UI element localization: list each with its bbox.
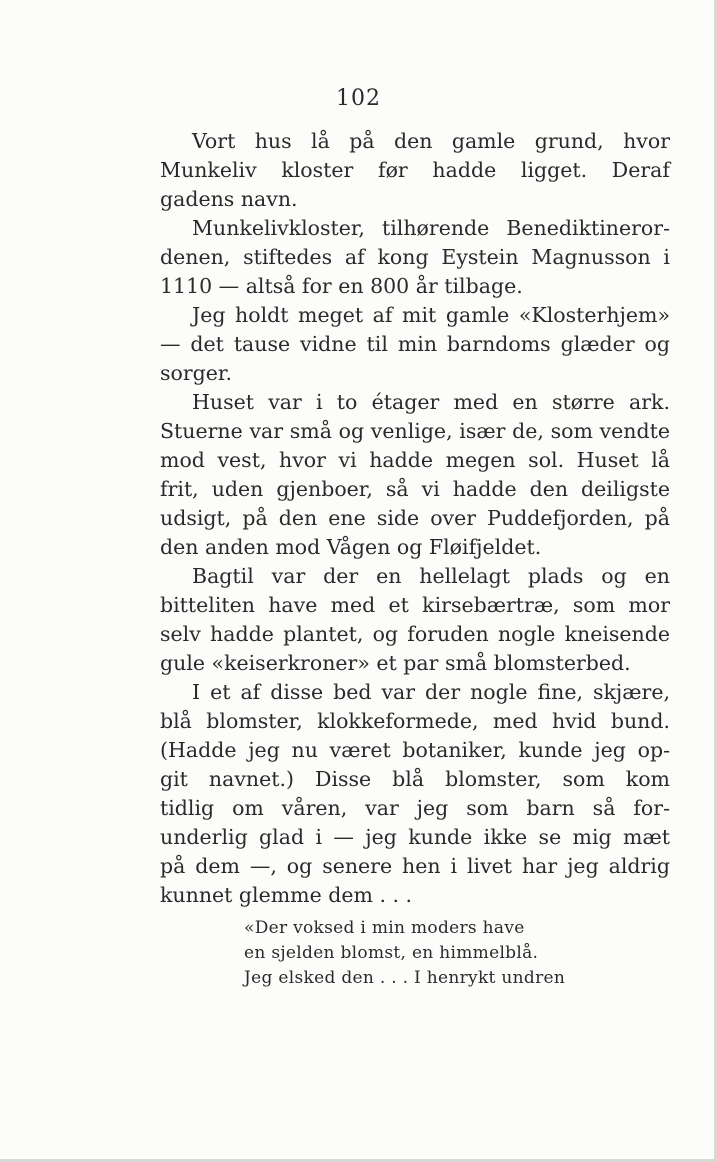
text-line: Munkeliv kloster før hadde ligget. Deraf — [160, 158, 670, 182]
page-number: 102 — [336, 86, 381, 111]
text-line: bitteliten have med et kirsebærtræ, som mor — [160, 593, 670, 617]
text-line: gadens navn. — [160, 187, 298, 211]
text-line: — det tause vidne til min barndoms glæder og — [160, 332, 670, 356]
text-line: på dem —, og senere hen i livet har jeg aldrig — [160, 854, 670, 878]
verse-quote — [244, 916, 624, 991]
text-line: Huset var i to étager med en større ark. — [192, 390, 670, 414]
text-line: Stuerne var små og venlige, især de, som vendte — [160, 419, 670, 443]
verse-line: en sjelden blomst, en himmelblå. — [244, 943, 539, 963]
text-line: git navnet.) Disse blå blomster, som kom — [160, 767, 670, 791]
text-line: sorger. — [160, 361, 232, 385]
text-line: udsigt, på den ene side over Puddefjorden, på — [160, 506, 670, 530]
text-line: Jeg holdt meget af mit gamle «Klosterhjem» — [192, 303, 670, 327]
verse-line: Jeg elsked den . . . I henrykt undren — [244, 968, 566, 988]
text-line: I et af disse bed var der nogle fine, skjære, — [192, 680, 670, 704]
text-line: selv hadde plantet, og foruden nogle kneisende — [160, 622, 670, 646]
text-line: den anden mod Vågen og Fløifjeldet. — [160, 535, 542, 559]
text-line: blå blomster, klokkeformede, med hvid bund. — [160, 709, 670, 733]
text-line: tidlig om våren, var jeg som barn så for- — [160, 796, 670, 820]
text-line: (Hadde jeg nu været botaniker, kunde jeg op- — [160, 738, 670, 762]
text-line: denen, stiftedes af kong Eystein Magnusson i — [160, 245, 670, 269]
body-text — [160, 127, 670, 910]
text-line: 1110 — altså for en 800 år tilbage. — [160, 274, 523, 298]
text-line: frit, uden gjenboer, så vi hadde den deiligste — [160, 477, 670, 501]
text-line: Bagtil var der en hellelagt plads og en — [192, 564, 670, 588]
text-line: kunnet glemme dem . . . — [160, 883, 413, 907]
text-line: gule «keiserkroner» et par små blomsterbed. — [160, 651, 631, 675]
text-line: Vort hus lå på den gamle grund, hvor — [192, 129, 670, 153]
text-line: mod vest, hvor vi hadde megen sol. Huset lå — [160, 448, 670, 472]
verse-line: «Der voksed i min moders have — [244, 918, 525, 938]
text-line: underlig glad i — jeg kunde ikke se mig mæt — [160, 825, 670, 849]
text-line: Munkelivkloster, tilhørende Benediktineror- — [192, 216, 670, 240]
